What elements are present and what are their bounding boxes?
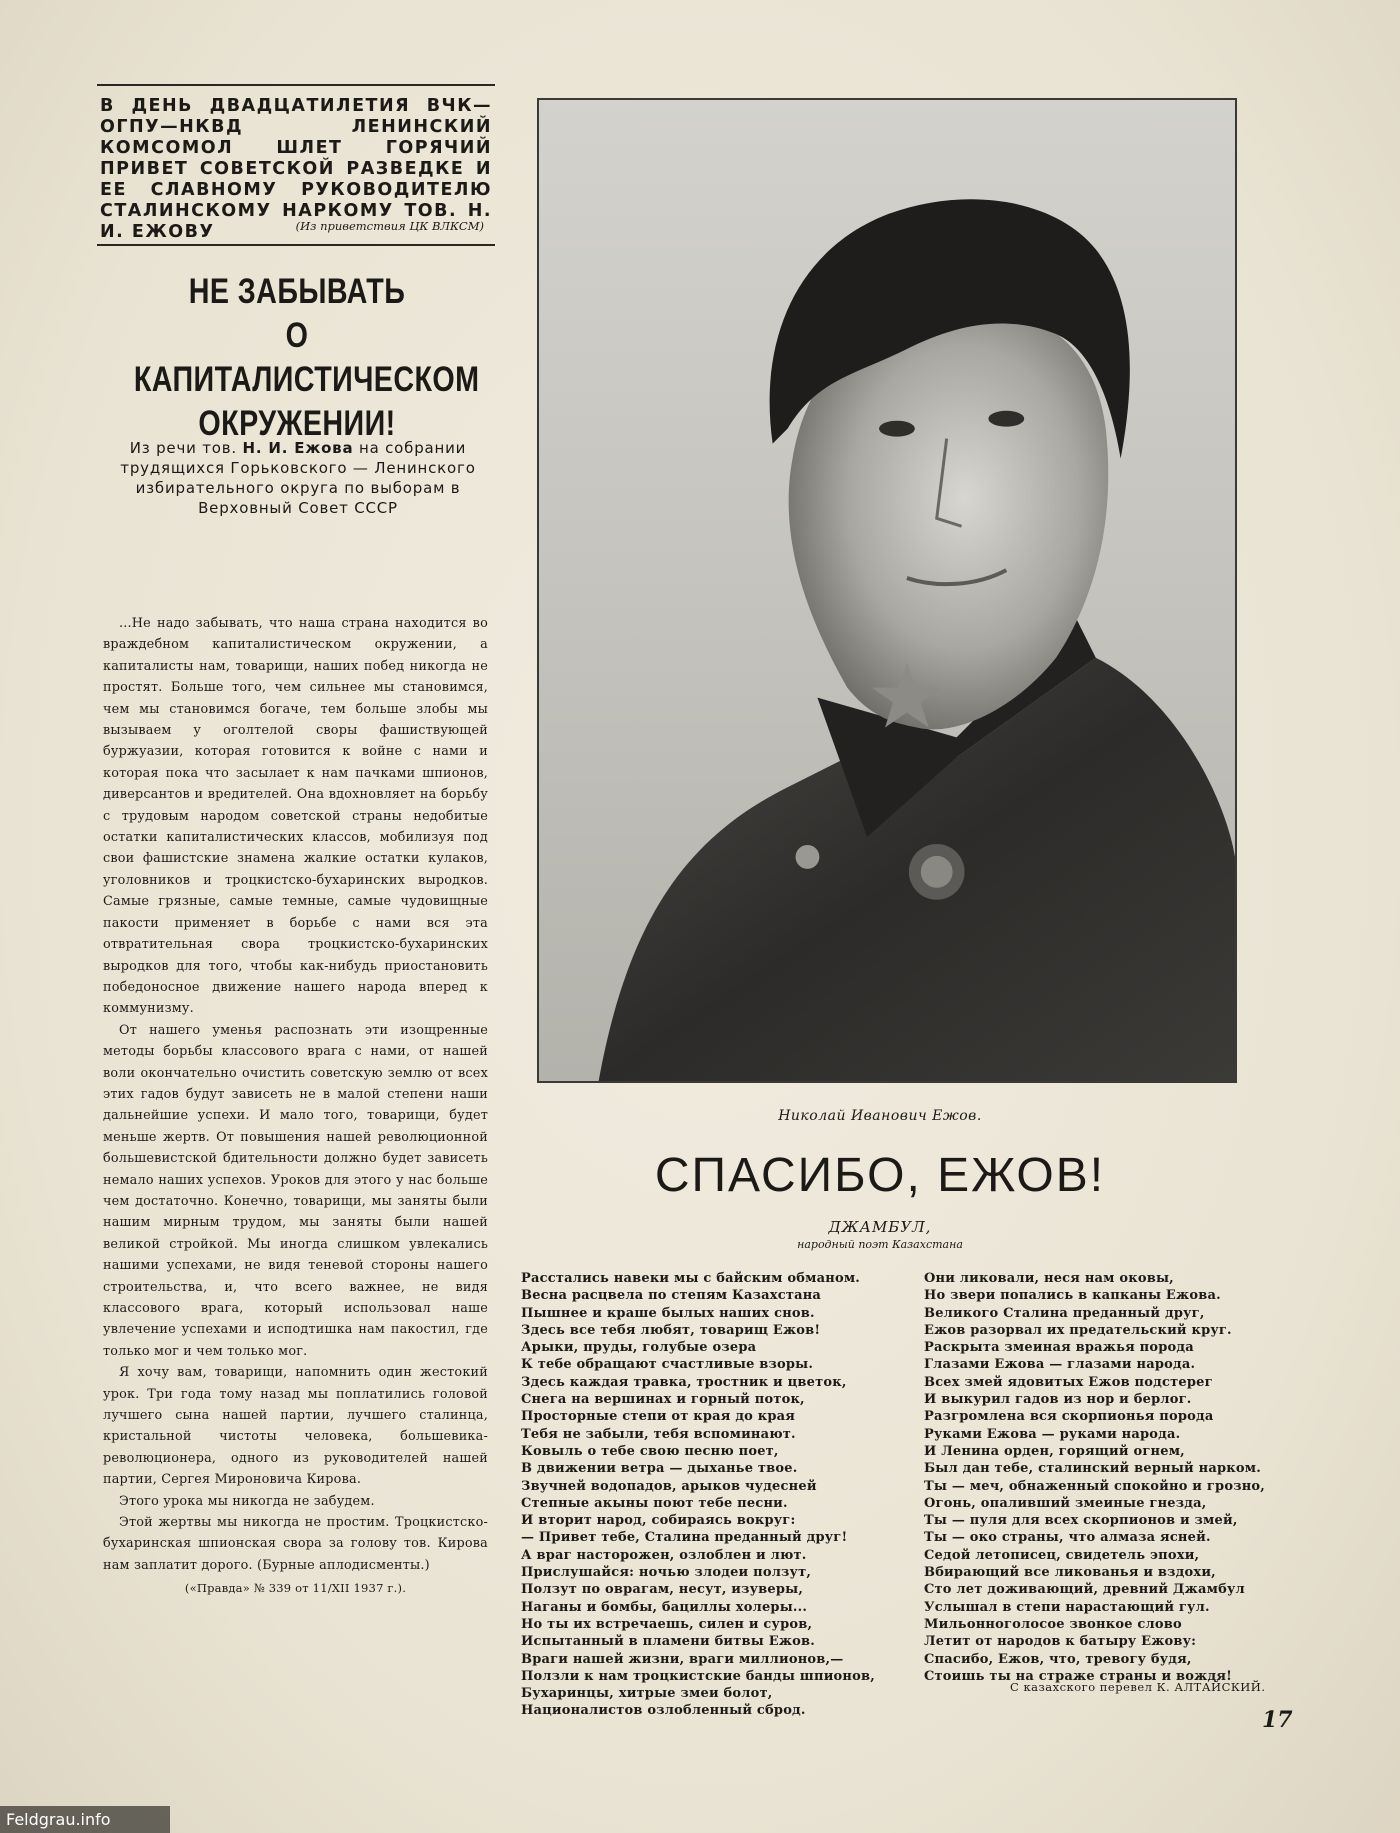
intro-prefix: Из речи тов. xyxy=(129,439,237,457)
speech-text xyxy=(103,613,488,1600)
poem-line: Спасибо, Ежов, что, тревогу будя, xyxy=(924,1651,1192,1667)
speech-intro xyxy=(108,438,488,518)
poem-line: Огонь, опаливший змеиные гнезда, xyxy=(924,1495,1207,1511)
speech-paragraph: Этого урока мы никогда не забудем. xyxy=(119,1493,375,1509)
poem-line: Бухаринцы, хитрые змеи болот, xyxy=(521,1686,773,1702)
poem-line: Ежов разорвал их предательский круг. xyxy=(924,1322,1232,1338)
poem-line: Прислушайся: ночью злодеи ползут, xyxy=(521,1565,812,1581)
poem-line: Испытанный в пламени битвы Ежов. xyxy=(521,1634,815,1650)
translator-credit: С казахского перевел К. АЛТАЙСКИЙ. xyxy=(1010,1680,1266,1694)
speech-paragraph: Я хочу вам, товарищи, напомнить один жестокий урок. Три года тому назад мы поплатились головой лучшего сына нашей партии, лучшего сталинца, кристальной чистоты человека, большевика-революционера, одного из руководителей нашей партии, Сергея Мироновича Кирова. xyxy=(103,1365,488,1488)
poem-line: Арыки, пруды, голубые озера xyxy=(521,1340,757,1356)
greeting-source: (Из приветствия ЦК ВЛКСМ) xyxy=(295,219,484,233)
portrait-illustration xyxy=(539,100,1235,1081)
poem-author-title: народный поэт Казахстана xyxy=(797,1238,963,1251)
poem-line: Ты — око страны, что алмаза ясней. xyxy=(924,1530,1211,1546)
poem-line: Ковыль о тебе свою песню поет, xyxy=(521,1443,779,1459)
speech-paragraph: Этой жертвы мы никогда не простим. Троцкистско-бухаринская шпионская свора за голову тов. Кирова нам заплатит дорого. (Бурные аплодисменты.) xyxy=(103,1515,488,1573)
poem-line: Враги нашей жизни, враги миллионов,— xyxy=(521,1651,844,1667)
site-watermark: Feldgrau.info xyxy=(0,1806,170,1833)
poem-line: Наганы и бомбы, бациллы холеры... xyxy=(521,1599,808,1615)
poem-line: Вбирающий все ликованья и вздохи, xyxy=(924,1565,1216,1581)
speech-reference: («Правда» № 339 от 11/XII 1937 г.). xyxy=(184,1581,407,1596)
portrait-caption: Николай Иванович Ежов. xyxy=(778,1108,982,1124)
poem-line: Глазами Ежова — глазами народа. xyxy=(924,1357,1196,1373)
poem-line: А враг насторожен, озлоблен и лют. xyxy=(521,1547,807,1563)
poem-line: Великого Сталина преданный друг, xyxy=(924,1305,1205,1321)
poem-line: Ползут по оврагам, несут, изуверы, xyxy=(521,1582,804,1598)
poem-line: — Привет тебе, Сталина преданный друг! xyxy=(521,1530,848,1546)
poem-line: Стоишь ты на страже страны и вождя! xyxy=(924,1668,1233,1684)
poem-line: Мильонноголосое звонкое слово xyxy=(924,1616,1182,1632)
poem-line: Летит от народов к батыру Ежову: xyxy=(924,1634,1197,1650)
poem-line: Весна расцвела по степям Казахстана xyxy=(521,1288,822,1304)
poem-line: Руками Ежова — руками народа. xyxy=(924,1426,1181,1442)
speech-paragraph: От нашего уменья распознать эти изощренные методы борьбы классового врага с нами, от нашей воли окончательно очистить советскую землю от всех этих гадов будут зависеть не в малой степени наши дальнейшие успехи. И мало того, товарищи, будет меньше жертв. От повышения нашей революционной большевистской бдительности должно будет зависеть немало наших успехов. Уроков для этого у нас больше чем достаточно. Конечно, товарищи, мы заняты были нашим мирным трудом, мы заняты были нашей великой стройкой. Мы иногда слишком увлекались нашими успехами, не видя теневой стороны нашего строительства, и, что всего важнее, не видя классового врага, который использовал наше увлечение успехами и исподтишка нам пакостил, где только мог и чем только мог. xyxy=(103,1022,488,1359)
poem-line: Был дан тебе, сталинский верный нарком. xyxy=(924,1461,1261,1477)
poem-line: Здесь каждая травка, тростник и цветок, xyxy=(521,1374,847,1390)
intro-suffix: на собрании трудящихся Горьковского — Ленинского избирательного округа по выборам в Верховный Совет СССР xyxy=(120,439,476,517)
poem-line: Услышал в степи нарастающий гул. xyxy=(924,1599,1210,1615)
poem-line: Ты — пуля для всех скорпионов и змей, xyxy=(924,1513,1238,1529)
poem-line: Здесь все тебя любят, товарищ Ежов! xyxy=(521,1322,821,1338)
poem-line: Расстались навеки мы с байским обманом. xyxy=(521,1271,861,1286)
poem-line: И выкурил гадов из нор и берлог. xyxy=(924,1392,1192,1408)
poem-line: Ты — меч, обнаженный спокойно и грозно, xyxy=(924,1478,1266,1494)
poem-line: Пышнее и краше былых наших снов. xyxy=(521,1305,815,1321)
poem-column-left xyxy=(521,1270,875,1720)
poem-line: Ползли к нам троцкистские банды шпионов, xyxy=(521,1668,875,1684)
poem-line: Раскрыта змеиная вражья порода xyxy=(924,1340,1194,1356)
poem-line: Снега на вершинах и горный поток, xyxy=(521,1392,805,1408)
speech-headline: НЕ ЗАБЫВАТЬ О КАПИТАЛИСТИЧЕСКОМ ОКРУЖЕНИИ! xyxy=(133,272,480,443)
poem-line: Но ты их встречаешь, силен и суров, xyxy=(521,1616,813,1632)
top-rule xyxy=(97,84,495,86)
page-number: 17 xyxy=(1262,1707,1293,1733)
poem-column-right xyxy=(924,1270,1265,1685)
poem-line: Тебя не забыли, тебя вспоминают. xyxy=(521,1426,796,1442)
poem-line: И вторит народ, собираясь вокруг: xyxy=(521,1513,796,1529)
speech-paragraph: ...Не надо забывать, что наша страна находится во враждебном капиталистическом окружении, а капиталисты нам, товарищи, наших побед никогда не простят. Больше того, чем сильнее мы становимся, чем мы становимся богаче, тем больше злобы мы вызываем у оголтелой своры фашиствующей буржуазии, которая готовится к войне с нами и которая пока что засылает к нам пачками шпионов, диверсантов и вредителей. Она вдохновляет на борьбу с трудовым народом советской страны недобитые остатки капиталистических классов, мобилизуя под свои фашистские знамена жалкие остатки кулаков, уголовников и троцкистско-бухаринских выродков. Самые грязные, самые темные, самые чудовищные пакости применяет в борьбе с нами вся эта отвратительная свора троцкистско-бухаринских выродков для того, чтобы как-нибудь приостановить победоносное движение нашего народа вперед к коммунизму. xyxy=(103,616,488,1017)
intro-speaker-name: Н. И. Ежова xyxy=(242,439,354,457)
poem-line: Националистов озлобленный сброд. xyxy=(521,1703,806,1719)
poem-line: Они ликовали, неся нам оковы, xyxy=(924,1271,1174,1286)
komsomol-greeting: В ДЕНЬ ДВАДЦАТИЛЕТИЯ ВЧК—ОГПУ—НКВД ЛЕНИНСКИЙ КОМСОМОЛ ШЛЕТ ГОРЯЧИЙ ПРИВЕТ СОВЕТСКОЙ РАЗВЕДКЕ И ЕЕ СЛАВНОМУ РУКОВОДИТЕЛЮ СТАЛИНСКОМУ НАРКОМУ ТОВ. Н. И. ЕЖОВУ xyxy=(100,96,492,242)
poem-line: В движении ветра — дыханье твое. xyxy=(521,1461,798,1477)
poem-line: Сто лет доживающий, древний Джамбул xyxy=(924,1582,1245,1598)
poem-title: СПАСИБО, ЕЖОВ! xyxy=(654,1149,1106,1202)
greeting-divider xyxy=(97,244,495,246)
poem-line: Просторные степи от края до края xyxy=(521,1409,796,1425)
poem-line: Степные акыны поют тебе песни. xyxy=(521,1495,788,1511)
poem-line: И Ленина орден, горящий огнем, xyxy=(924,1443,1185,1459)
poem-line: Звучней водопадов, арыков чудесней xyxy=(521,1478,817,1494)
poem-line: Всех змей ядовитых Ежов подстерег xyxy=(924,1374,1213,1390)
poem-line: Седой летописец, свидетель эпохи, xyxy=(924,1547,1200,1563)
poem-line: К тебе обращают счастливые взоры. xyxy=(521,1357,814,1373)
portrait-photo xyxy=(537,98,1237,1083)
poem-author: ДЖАМБУЛ, xyxy=(828,1218,932,1236)
poem-line: Разгромлена вся скорпионья порода xyxy=(924,1409,1214,1425)
poem-line: Но звери попались в капканы Ежова. xyxy=(924,1288,1221,1304)
